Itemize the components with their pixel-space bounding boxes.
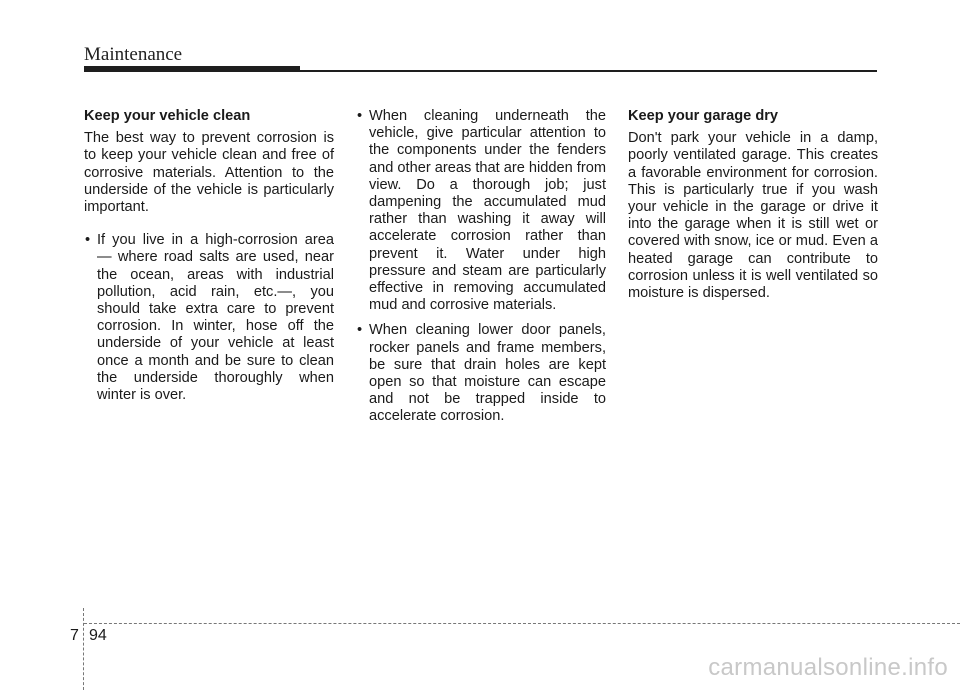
list-item [356, 322, 606, 425]
column-1 [84, 108, 334, 412]
bullet-icon: • [357, 108, 363, 124]
list-item-text: When cleaning underneath the vehicle, give particular attention to the components under the fenders and other areas that are hidden from view. Do a thorough job; just dampening the accumulated mud rather than washing it away will accelerate corrosion rather than prevent it. Water under high pressure and steam are particularly effective in removing accumulated mud and corrosive materials. [369, 108, 606, 314]
footer-divider-vertical [83, 608, 84, 690]
watermark: carmanualsonline.info [708, 654, 948, 681]
header-rule-thick [84, 66, 300, 72]
section-title: Maintenance [84, 44, 183, 65]
bullet-list [356, 108, 606, 426]
list-item [84, 232, 334, 404]
bullet-icon: • [357, 322, 363, 339]
heading-keep-garage-dry: Keep your garage dry [628, 108, 779, 124]
chapter-number: 7 [70, 627, 79, 644]
column-2 [356, 108, 606, 434]
footer-divider-horizontal [84, 623, 960, 624]
page-number: 94 [89, 627, 107, 644]
bullet-list [84, 232, 334, 404]
list-item-text: If you live in a high-corrosion area — where road salts are used, near the ocean, areas with industrial pollution, acid rain, etc.—, you should take extra care to prevent corrosion. In winter, hose off the underside of your vehicle at least once a month and be sure to clean the underside thoroughly when winter is over. [97, 232, 334, 404]
list-item-text: When cleaning lower door panels, rocker panels and frame members, be sure that drain holes are kept open so that moisture can escape and not be trapped inside to accelerate corrosion. [369, 322, 606, 425]
column-3 [628, 108, 878, 302]
list-item [356, 108, 606, 314]
bullet-icon: • [85, 232, 91, 249]
paragraph-garage: Don't park your vehicle in a damp, poorly ventilated garage. This creates a favorable environment for corrosion. This is particularly true if you wash your vehicle in the garage or drive it into the garage when it is still wet or covered with snow, ice or mud. Even a heated garage can contribute to corrosion unless it is well ventilated so moisture is dispersed. [628, 130, 878, 302]
header-rule-thin [300, 70, 877, 72]
paragraph-prevent-corrosion: The best way to prevent corrosion is to keep your vehicle clean and free of corrosive materials. Attention to the underside of the vehicle is particularly important. [84, 130, 334, 216]
heading-keep-vehicle-clean: Keep your vehicle clean [84, 108, 251, 124]
